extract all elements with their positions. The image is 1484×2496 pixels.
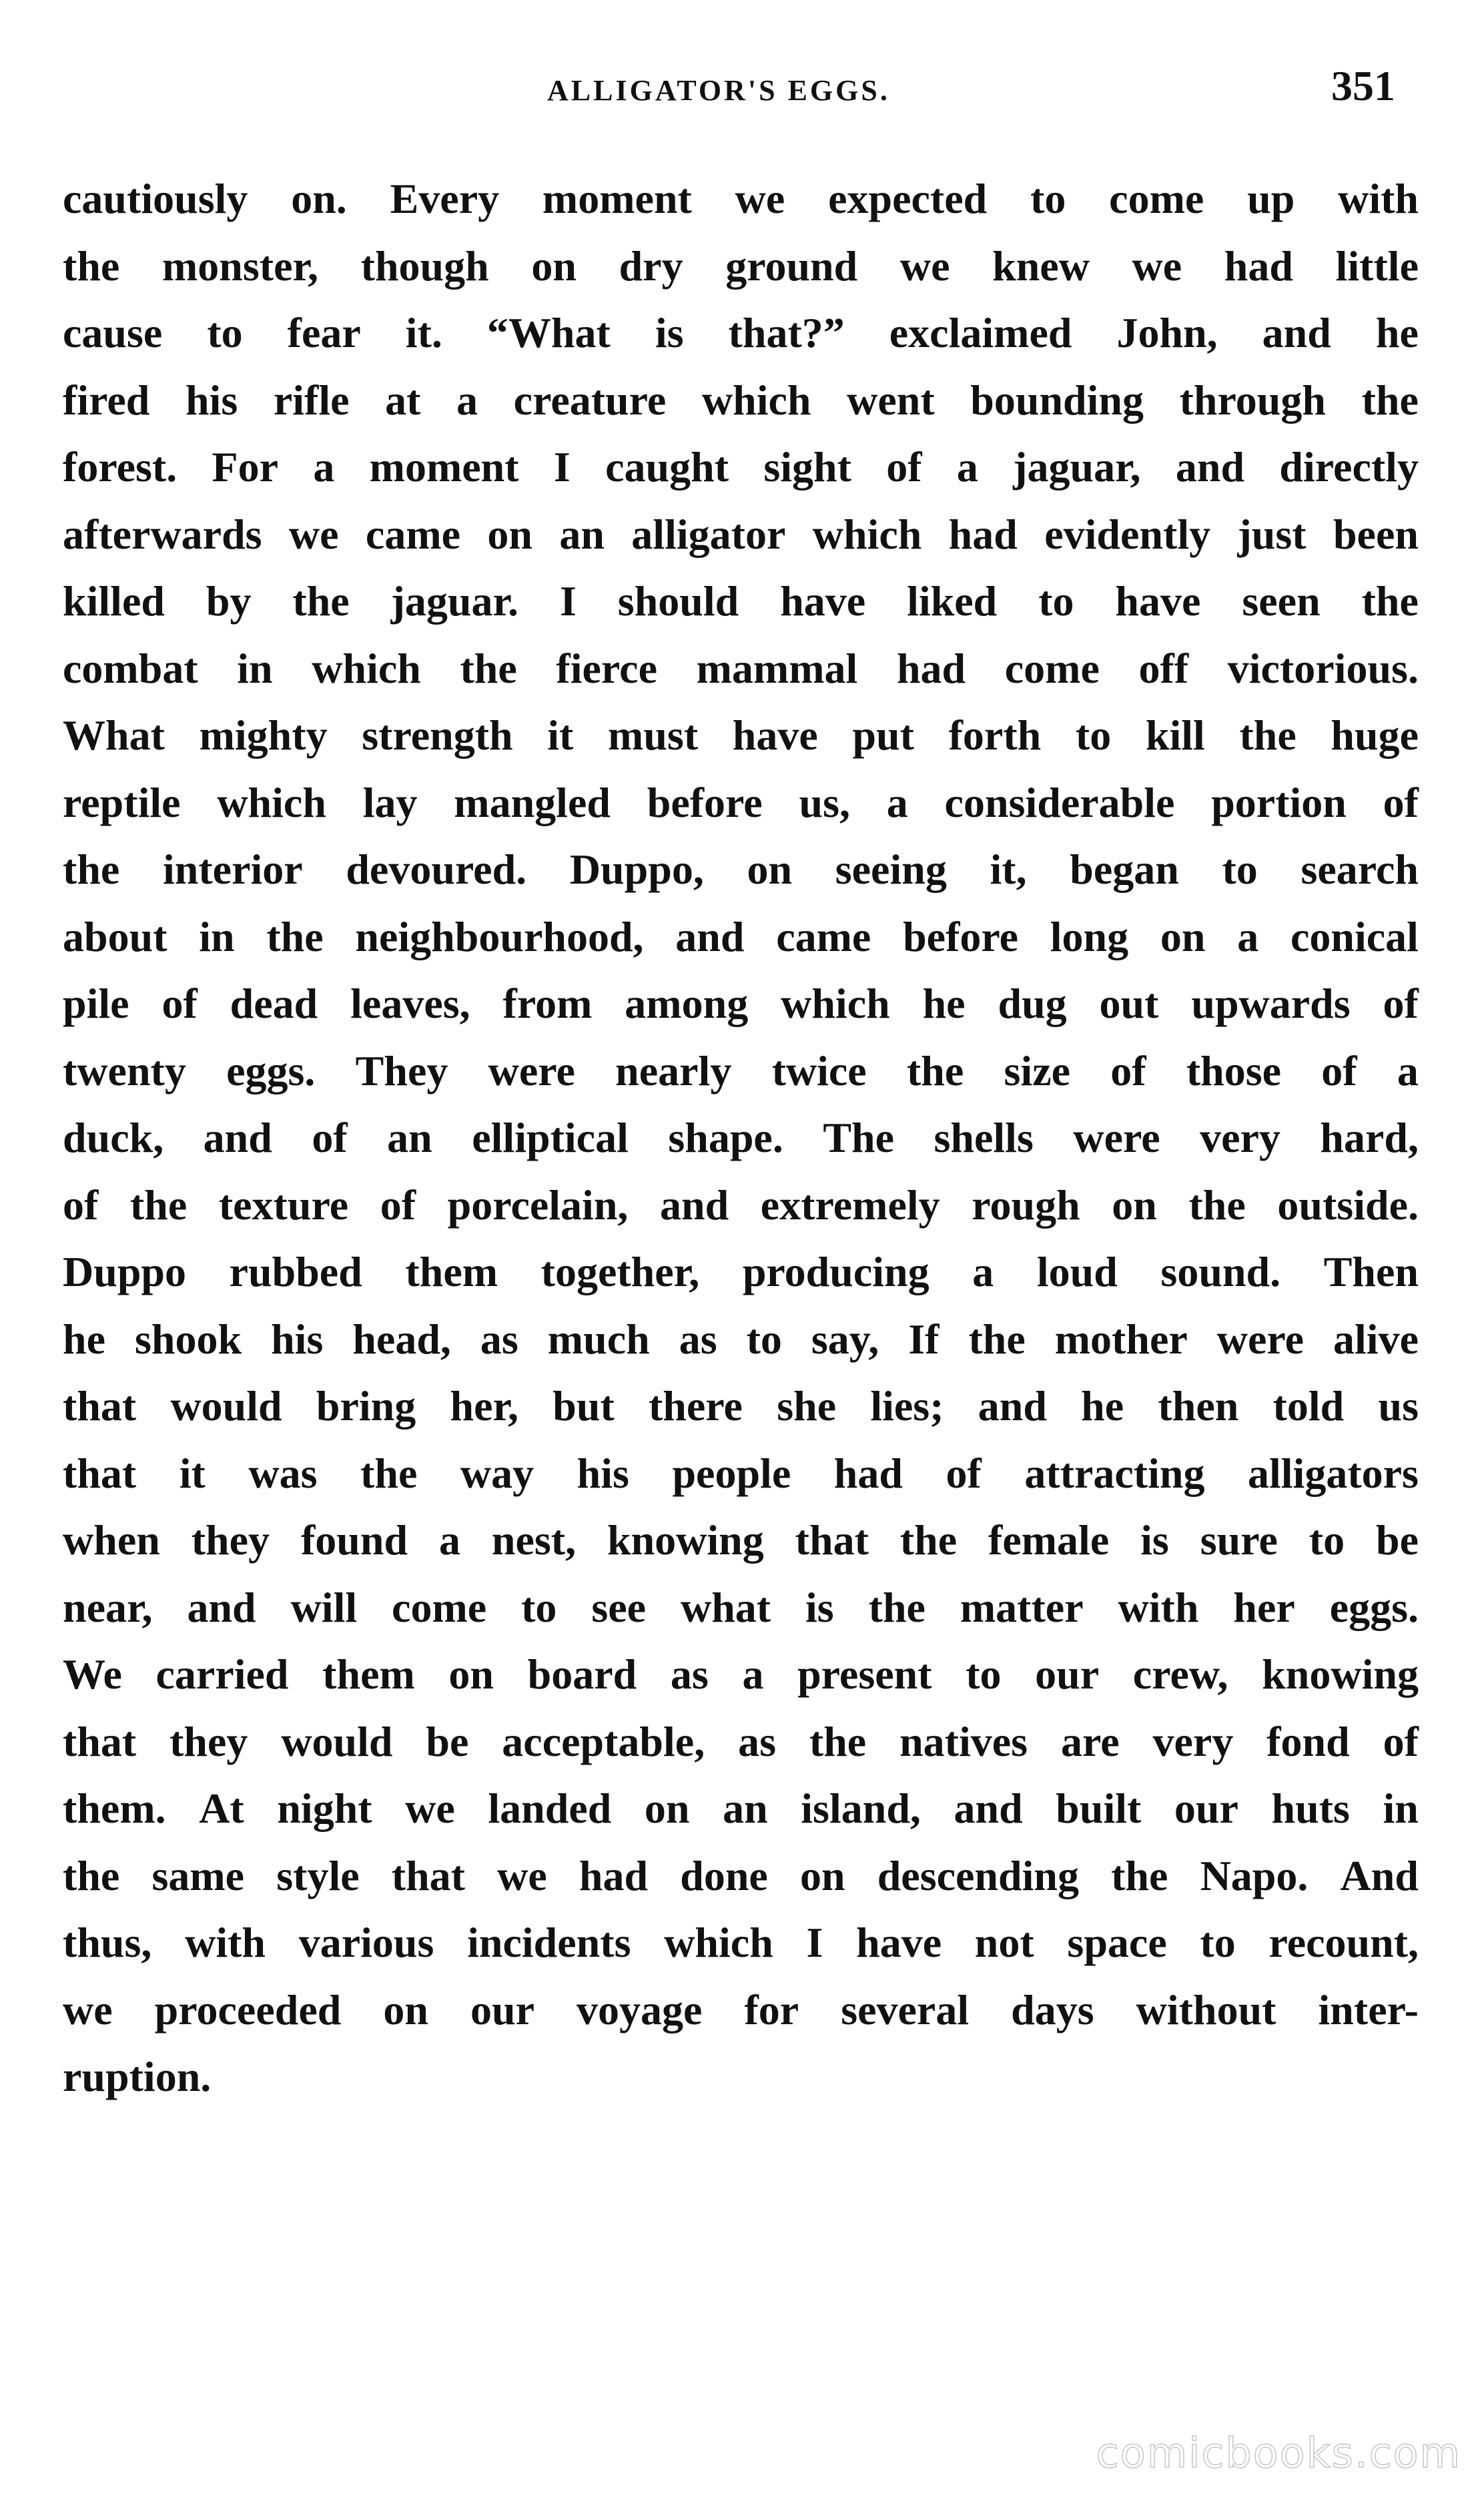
text-line: near, and will come to see what is the matter with her eggs. <box>63 1583 1419 1631</box>
text-line: cautiously on. Every moment we expected to come up with <box>63 175 1419 222</box>
running-head <box>0 61 1484 121</box>
text-line: forest. For a moment I caught sight of a jaguar, and directly <box>63 443 1419 491</box>
text-line: reptile which lay mangled before us, a considerable portion of <box>63 778 1419 826</box>
text-line: thus, with various incidents which I have not space to recount, <box>63 1919 1419 1966</box>
text-line: twenty eggs. They were nearly twice the size of those of a <box>63 1046 1419 1095</box>
text-line: fired his rifle at a creature which went bounding through the <box>63 376 1419 424</box>
text-line: Duppo rubbed them together, producing a loud sound. Then <box>63 1248 1419 1295</box>
text-line: we proceeded on our voyage for several days without inter- <box>63 1985 1419 2034</box>
watermark: comicbooks.com <box>1096 2429 1461 2477</box>
text-line: about in the neighbourhood, and came before long on a conical <box>63 912 1419 960</box>
text-line: the interior devoured. Duppo, on seeing it, began to search <box>63 846 1419 893</box>
text-line: the monster, though on dry ground we knew we had little <box>63 242 1419 290</box>
text-line: combat in which the fierce mammal had come off victorious. <box>63 644 1419 692</box>
text-line: them. At night we landed on an island, and built our huts in <box>63 1785 1419 1832</box>
text-line: the same style that we had done on descending the Napo. And <box>63 1851 1419 1899</box>
text-line: that would bring her, but there she lies; and he then told us <box>63 1382 1419 1430</box>
body-text <box>63 166 1419 2111</box>
text-line: afterwards we came on an alligator which had evidently just been <box>63 510 1419 558</box>
text-line: We carried them on board as a present to our crew, knowing <box>63 1650 1419 1698</box>
text-line: that it was the way his people had of attracting alligators <box>63 1449 1419 1497</box>
text-line: he shook his head, as much as to say, If the mother were alive <box>63 1315 1419 1363</box>
text-line: pile of dead leaves, from among which he dug out upwards of <box>63 980 1419 1027</box>
text-line: cause to fear it. “What is that?” exclaimed John, and he <box>63 309 1419 356</box>
text-line: killed by the jaguar. I should have liked to have seen the <box>63 577 1419 625</box>
running-title: ALLIGATOR'S EGGS. <box>547 74 890 107</box>
text-line: that they would be acceptable, as the natives are very fond of <box>63 1717 1419 1765</box>
text-line: when they found a nest, knowing that the female is sure to be <box>63 1516 1419 1564</box>
page-number: 351 <box>1331 62 1395 109</box>
text-line: ruption. <box>63 2053 212 2100</box>
text-line: of the texture of porcelain, and extremely rough on the outside. <box>63 1181 1419 1229</box>
text-line: What mighty strength it must have put forth to kill the huge <box>63 711 1419 759</box>
text-line: duck, and of an elliptical shape. The shells were very hard, <box>63 1114 1419 1161</box>
